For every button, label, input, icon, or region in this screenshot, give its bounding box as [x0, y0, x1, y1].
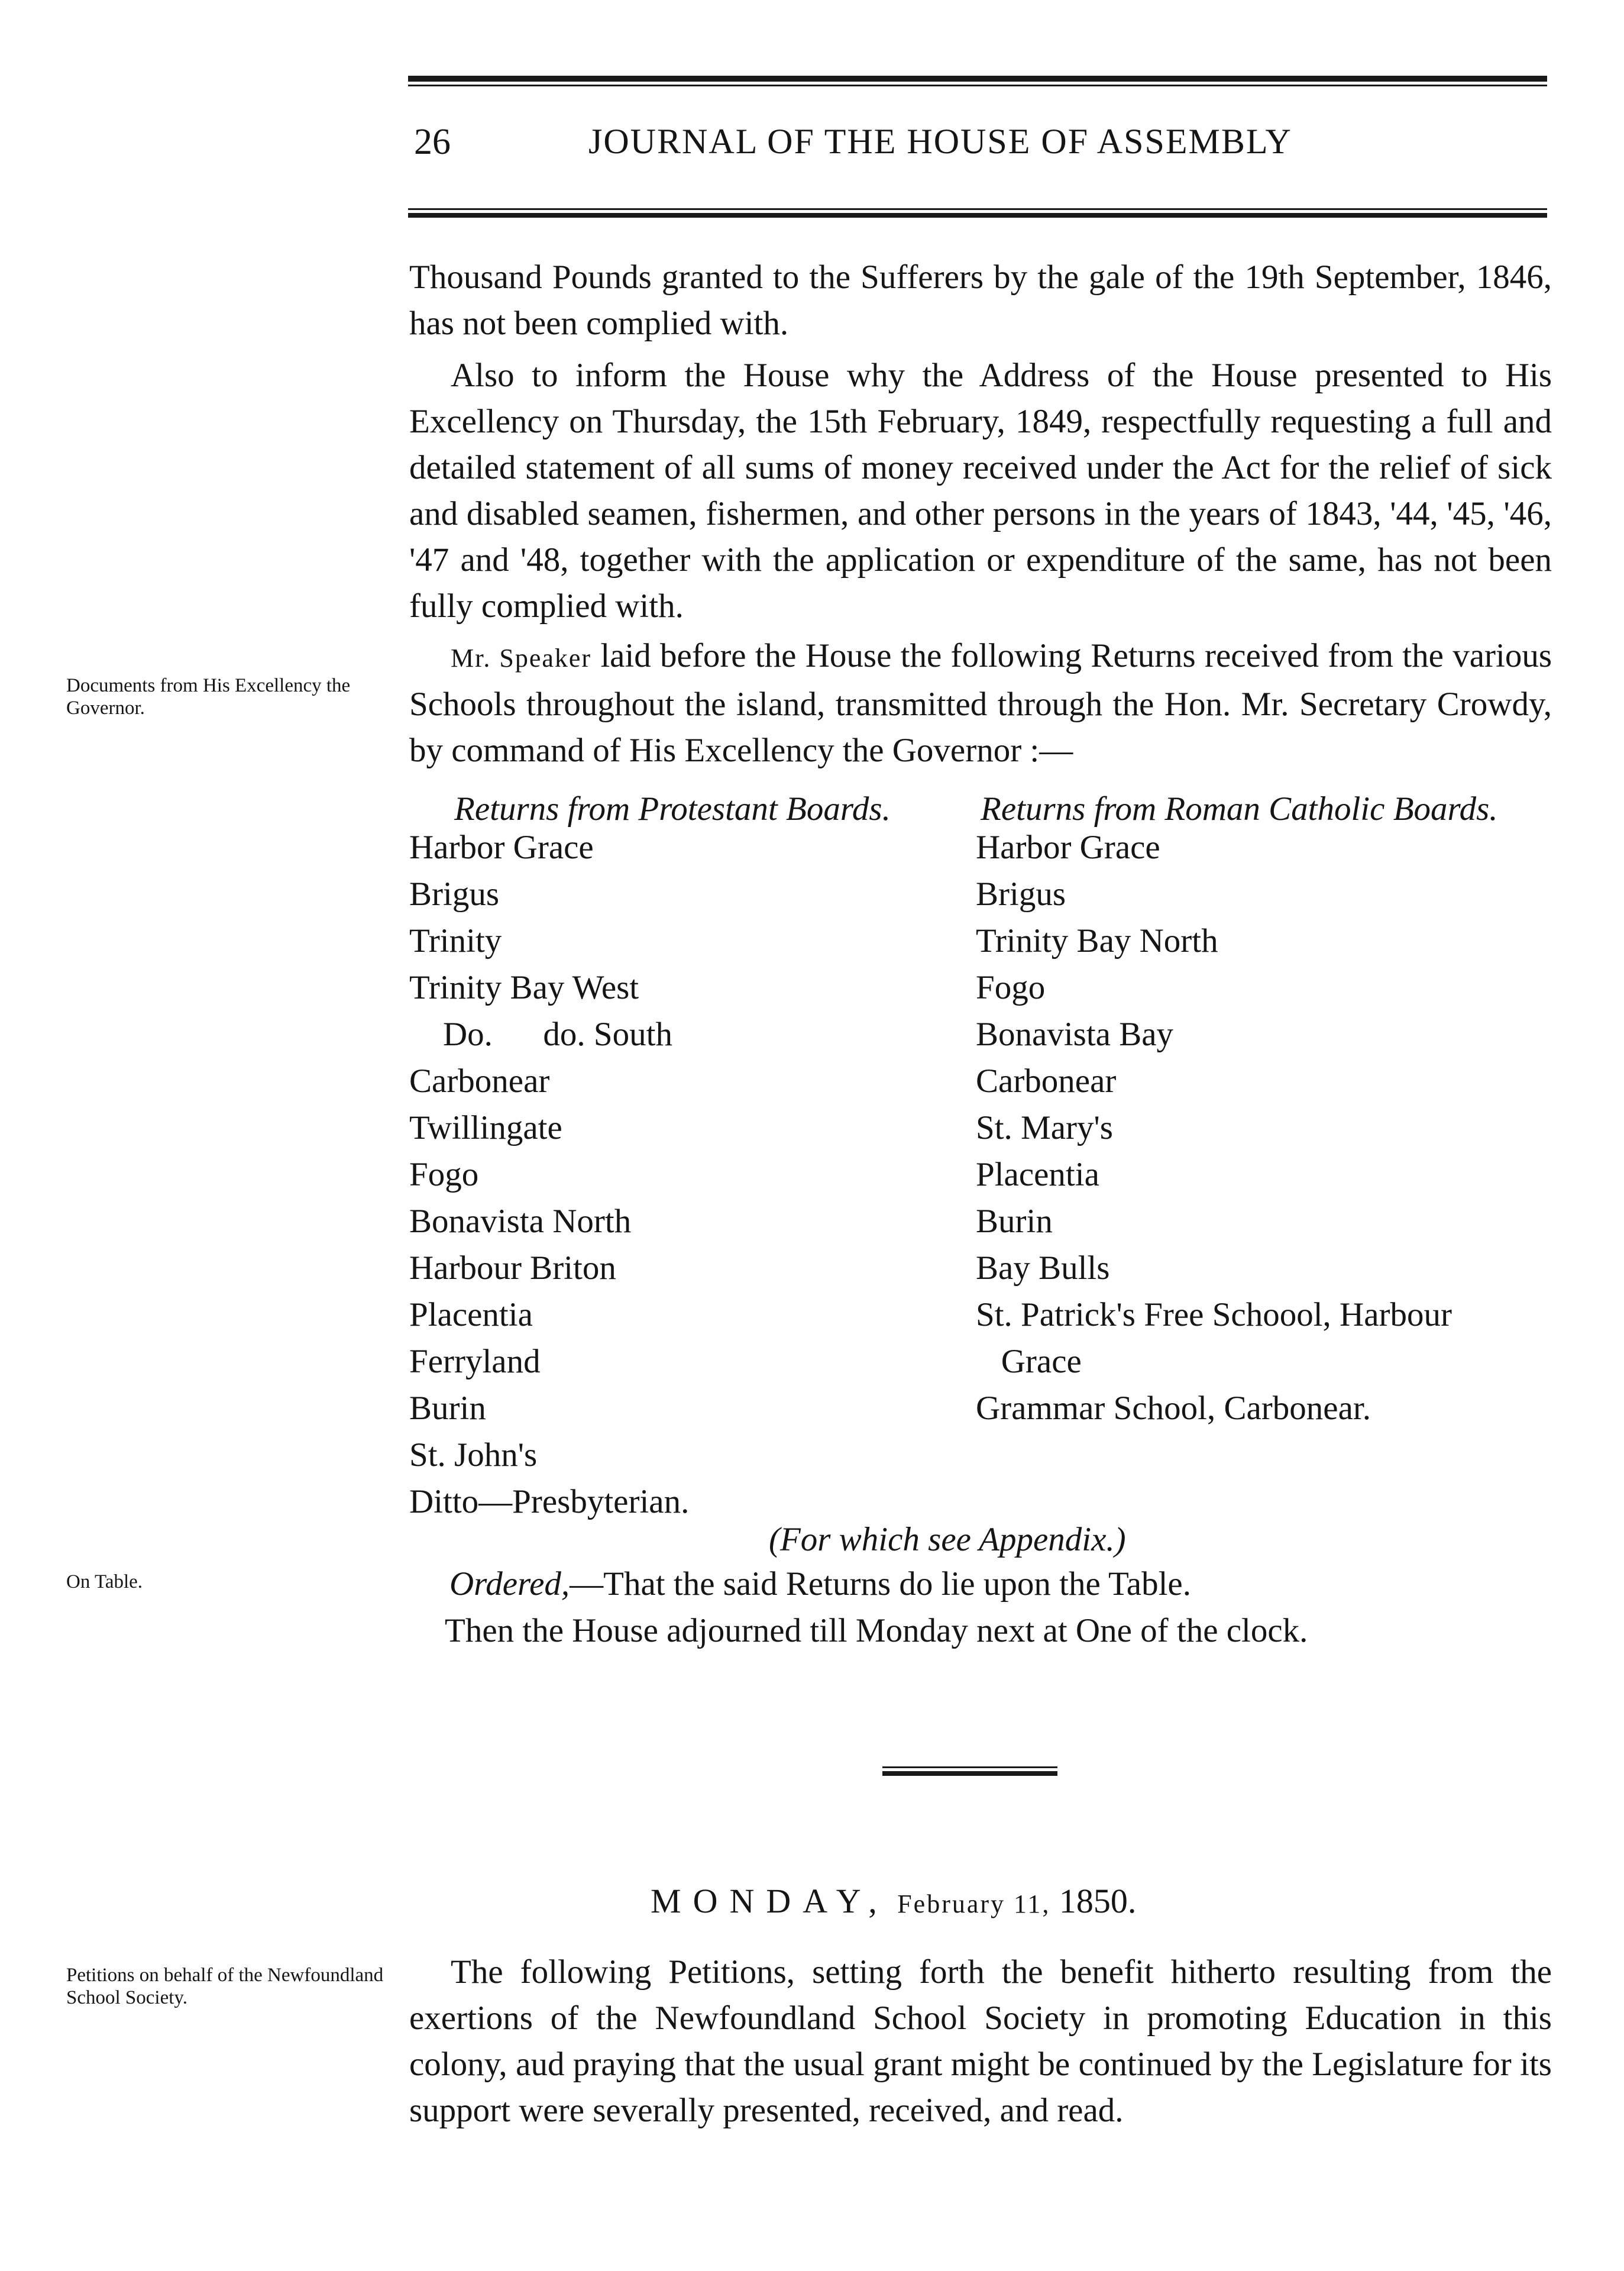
list-item: Placentia [409, 1296, 533, 1333]
list-item: Twillingate [409, 1109, 562, 1146]
header-rule-bottom-thin [408, 208, 1547, 210]
list-item: Brigus [976, 876, 1066, 913]
running-title: JOURNAL OF THE HOUSE OF ASSEMBLY [588, 122, 1292, 161]
ordered-line [449, 1565, 1191, 1603]
section-divider-thin [882, 1766, 1057, 1768]
list-item: Grammar School, Carbonear. [976, 1390, 1371, 1427]
list-item: Bonavista Bay [976, 1016, 1174, 1053]
catholic-heading: Returns from Roman Catholic Boards. [981, 790, 1498, 828]
header-rule-bottom [408, 213, 1547, 218]
ordered-label: Ordered, [449, 1565, 570, 1603]
list-item: Trinity Bay North [976, 922, 1218, 960]
list-item: Placentia [976, 1156, 1099, 1193]
paragraph-continued: Thousand Pounds granted to the Sufferers by the gale of the 19th September, 1846, has not been complied with. [409, 259, 1552, 342]
list-item: Brigus [409, 876, 500, 913]
list-item: Fogo [976, 969, 1046, 1006]
list-item: Do. do. South [409, 1016, 672, 1053]
appendix-note: (For which see Appendix.) [769, 1521, 1126, 1558]
day-year: 1850. [1059, 1882, 1137, 1920]
list-item: Burin [409, 1390, 486, 1427]
list-item: Trinity Bay West [409, 969, 639, 1006]
speaker-name: Mr. Speaker [451, 644, 592, 673]
body-text-top [409, 254, 1552, 774]
list-item: St. John's [409, 1436, 538, 1474]
speaker-text: laid before the House the following Returns received from the various Schools throughout the island, transmitted through the Hon. Mr. Secretary Crowdy, by command of His Excellency the Governor :— [409, 637, 1552, 769]
paragraph-address: Also to inform the House why the Address of the House presented to His Excellency on Thursday, the 15th February, 1849, respectfully requesting a full and detailed statement of all sums of money received under the Act for the relief of sick and disabled seamen, fishermen, and other persons in the years of 1843, '44, '45, '46, '47 and '48, together with the application or expenditure of the same, has not been fully complied with. [409, 357, 1552, 625]
adjourned-line: Then the House adjourned till Monday next at One of the clock. [445, 1612, 1308, 1649]
paragraph-speaker [409, 633, 1552, 774]
catholic-list [976, 824, 1452, 1432]
list-item: Grace [976, 1343, 1082, 1380]
list-item: St. Patrick's Free Schoool, Harbour [976, 1296, 1452, 1333]
day-heading [651, 1881, 1136, 1921]
margin-note-on-table: On Table. [66, 1571, 143, 1592]
list-item: Harbour Briton [409, 1249, 616, 1287]
list-item: Harbor Grace [976, 829, 1160, 866]
list-item: Trinity [409, 922, 502, 960]
list-item: St. Mary's [976, 1109, 1113, 1146]
list-item: Bonavista North [409, 1203, 632, 1240]
list-item: Ferryland [409, 1343, 541, 1380]
ordered-text: —That the said Returns do lie upon the Table. [570, 1565, 1191, 1603]
list-item: Carbonear [976, 1062, 1117, 1100]
page-number: 26 [414, 122, 451, 162]
paragraph-petitions: The following Petitions, setting forth the benefit hitherto resulting from the exertions of the Newfoundland School Society in promoting Education in this colony, aud praying that the usual grant might be continued by the Legislature for its support were severally presented, received, and read. [409, 1953, 1552, 2129]
list-item: Bay Bulls [976, 1249, 1110, 1287]
day-date: February 11, [897, 1889, 1051, 1918]
header-rule-top [408, 76, 1547, 82]
protestant-heading: Returns from Protestant Boards. [454, 790, 891, 828]
margin-note-documents: Documents from His Excellency the Governor. [66, 675, 351, 719]
list-item: Ditto—Presbyterian. [409, 1483, 690, 1520]
list-item: Carbonear [409, 1062, 550, 1100]
day-name: MONDAY, [651, 1882, 889, 1920]
protestant-list [409, 824, 689, 1525]
list-item: Burin [976, 1203, 1053, 1240]
section-divider-thick [882, 1771, 1057, 1776]
list-item: Harbor Grace [409, 829, 594, 866]
margin-note-petitions: Petitions on behalf of the Newfoundland School Society. [66, 1965, 384, 2008]
header-rule-top-thin [408, 85, 1547, 86]
list-item: Fogo [409, 1156, 479, 1193]
body-text-bottom [409, 1949, 1552, 2134]
